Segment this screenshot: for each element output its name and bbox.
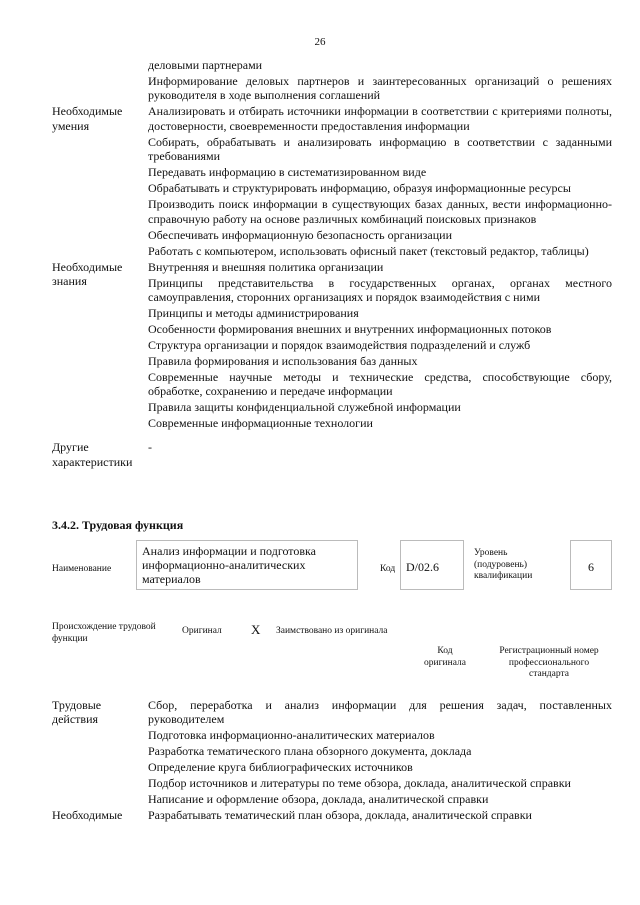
list-item: Разработка тематического плана обзорного документа, доклада	[148, 744, 472, 759]
list-item: Правила защиты конфиденциальной служебной информации	[148, 400, 461, 415]
list-item: Принципы представительства в государственных органах, органах местного самоуправления, сторонних организациях и порядок взаимодействия с ними	[148, 275, 612, 305]
origin-original: Оригинал	[182, 626, 222, 636]
list-item: Особенности формирования внешних и внутренних информационных потоков	[148, 322, 552, 337]
code-label: Код	[380, 564, 396, 574]
page-number: 26	[314, 36, 326, 48]
knowledge-row	[52, 260, 612, 433]
other-value: -	[148, 440, 152, 455]
list-item: Анализировать и отбирать источники информации в соответствии с критериями полноты, достоверности, своевременности предоставления информации	[148, 104, 612, 133]
origin-mark: X	[251, 622, 261, 637]
actions-row	[52, 698, 612, 808]
list-item: Сбор, переработка и анализ информации для решения задач, поставленных руководителем	[148, 698, 612, 727]
origin-borrowed: Заимствовано из оригинала	[276, 626, 388, 636]
origin-reg-caption: Регистрационный номер профессионального стандарта	[499, 646, 599, 679]
list-item: Информирование деловых партнеров и заинтересованных организаций о решениях руководителя в ходе выполнения соглашений	[148, 74, 612, 103]
list-item: Подбор источников и литературы по теме обзора, доклада, аналитической справки	[148, 776, 571, 791]
list-item: Принципы и методы администрирования	[148, 306, 359, 321]
function-name: Анализ информации и подготовка информационно-аналитических материалов	[142, 544, 317, 586]
bottom-skills-label: Необходимые	[52, 808, 123, 823]
actions-table	[52, 698, 612, 824]
skills-row	[52, 104, 612, 259]
actions-label: Трудовые действия	[52, 698, 102, 727]
level-value: 6	[588, 560, 594, 574]
code-value: D/02.6	[406, 560, 439, 574]
list-item: Производить поиск информации в существующих базах данных, вести информационно-справочную работу на основе различных комбинаций поисковых признаков	[148, 197, 612, 226]
bottom-skills-row	[52, 808, 612, 824]
other-label: Другие характеристики	[52, 440, 133, 469]
list-item: Разрабатывать тематический план обзора, доклада, аналитической справки	[148, 808, 532, 823]
list-item: Современные информационные технологии	[148, 416, 373, 431]
list-item: Передавать информацию в систематизированном виде	[148, 165, 427, 180]
section-title: 3.4.2. Трудовая функция	[52, 518, 184, 532]
name-label: Наименование	[52, 564, 112, 574]
list-item: Внутренняя и внешняя политика организации	[148, 259, 384, 274]
list-item: Собирать, обрабатывать и анализировать информацию в соответствии с заданными требованиями	[148, 134, 612, 164]
level-label: Уровень (подуровень) квалификации	[474, 548, 533, 581]
other-row	[52, 440, 612, 469]
origin-code-caption: Код оригинала	[424, 646, 466, 668]
list-item: Написание и оформление обзора, доклада, аналитической справки	[148, 792, 489, 807]
list-item: Определение круга библиографических источников	[148, 760, 413, 775]
knowledge-label: Необходимые знания	[52, 259, 123, 289]
origin-label: Происхождение трудовой функции	[52, 622, 156, 644]
list-item: Современные научные методы и технические средства, способствующие сбору, обработке, сохранению и передаче информации	[148, 370, 612, 399]
list-item: Обрабатывать и структурировать информацию, образуя информационные ресурсы	[148, 181, 571, 196]
list-item: Правила формирования и использования баз данных	[148, 354, 418, 369]
list-item: Работать с компьютером, использовать офисный пакет (текстовый редактор, таблицы)	[148, 243, 589, 258]
list-item: Структура организации и порядок взаимодействия подразделений и служб	[148, 338, 531, 353]
competency-table	[52, 58, 612, 469]
continuation-row	[52, 58, 612, 104]
list-item: Подготовка информационно-аналитических материалов	[148, 728, 435, 743]
continuation-text: деловыми партнерами	[148, 58, 263, 72]
list-item: Обеспечивать информационную безопасность организации	[148, 227, 452, 242]
skills-label: Необходимые умения	[52, 104, 123, 133]
